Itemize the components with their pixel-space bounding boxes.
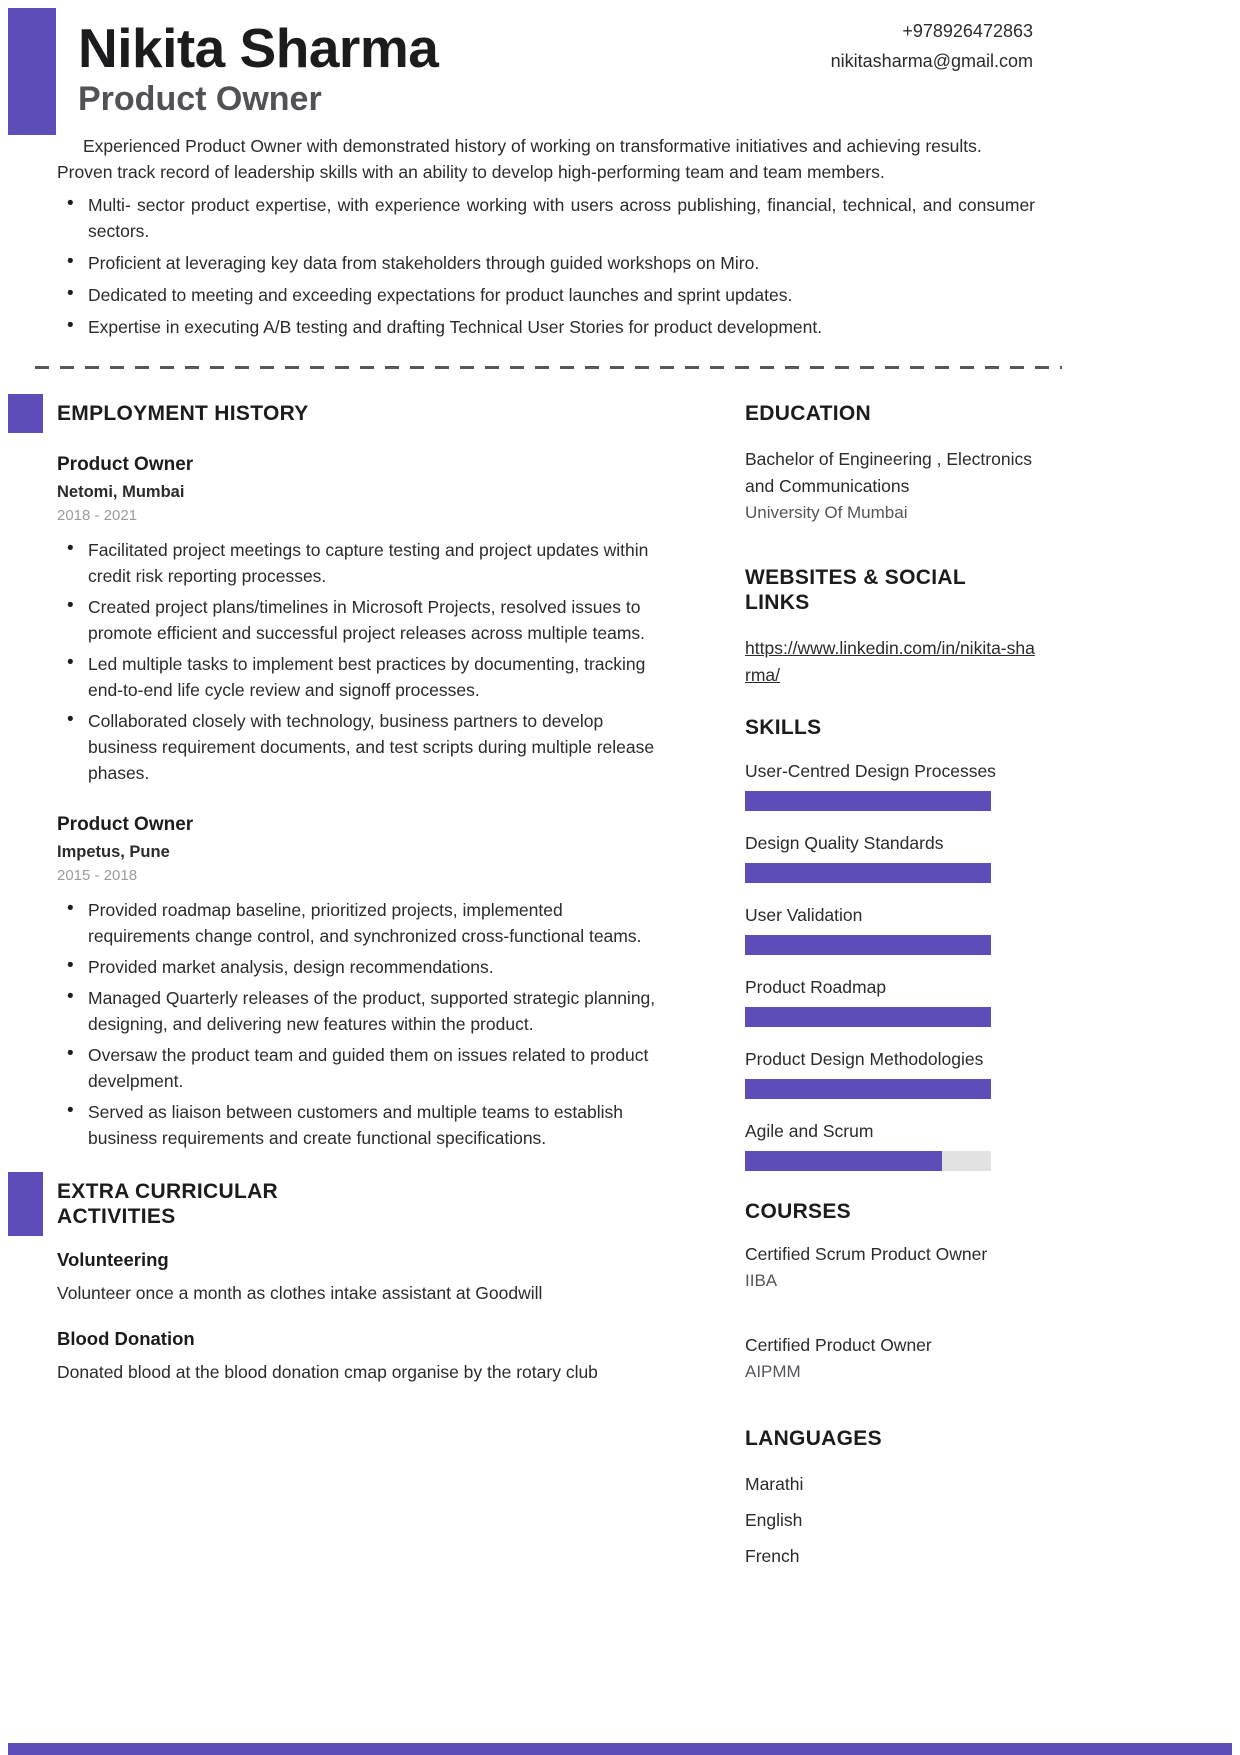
- bullet-item: • Dedicated to meeting and exceeding expectations for product launches and sprint updates.: [57, 282, 1035, 308]
- activity-title: Blood Donation: [57, 1328, 195, 1350]
- skill-bar: [745, 1079, 991, 1099]
- candidate-name: Nikita Sharma: [78, 17, 439, 79]
- skill-bar-fill: [745, 1007, 991, 1027]
- left-column: [57, 401, 657, 1603]
- bullet-item: • Proficient at leveraging key data from stakeholders through guided workshops on Miro.: [57, 250, 1035, 276]
- skill-bar-fill: [745, 863, 991, 883]
- employment-heading: [57, 401, 657, 426]
- skill-bar: [745, 791, 991, 811]
- section-skills: [745, 715, 1035, 1170]
- job-entry: [57, 814, 657, 1151]
- job-title: Product Owner: [57, 813, 194, 835]
- skill-name: User Validation: [745, 904, 863, 925]
- job-bullet-list: [57, 537, 657, 786]
- bullet-item: • Managed Quarterly releases of the product, supported strategic planning, designing, and delivering new features within the product.: [57, 985, 657, 1037]
- content-area: [57, 133, 1035, 1603]
- skill-name: Design Quality Standards: [745, 832, 944, 853]
- linkedin-link[interactable]: https://www.linkedin.com/in/nikita-sharma/: [745, 638, 1035, 686]
- phone-number: +978926472863: [902, 21, 1033, 41]
- course-entry: [745, 1335, 1035, 1382]
- skill-bar-fill: [745, 1151, 942, 1171]
- skill-item: [745, 977, 1035, 1027]
- skill-bar-fill: [745, 1079, 991, 1099]
- skill-item: [745, 1049, 1035, 1099]
- skill-name: Product Design Methodologies: [745, 1048, 984, 1069]
- skill-item: [745, 833, 1035, 883]
- email-address: nikitasharma@gmail.com: [830, 51, 1033, 71]
- skill-name: Agile and Scrum: [745, 1120, 874, 1141]
- bullet-item: • Provided market analysis, design recommendations.: [57, 954, 657, 980]
- activity-entry: [57, 1249, 657, 1306]
- summary-section: [57, 133, 1035, 340]
- activity-entry: [57, 1328, 657, 1385]
- right-column: [745, 401, 1035, 1603]
- extra-heading-label: EXTRA CURRICULAR ACTIVITIES: [57, 1179, 279, 1229]
- skill-bar: [745, 935, 991, 955]
- language-item: Marathi: [745, 1473, 804, 1494]
- skill-name: User-Centred Design Processes: [745, 760, 996, 781]
- activity-title: Volunteering: [57, 1249, 169, 1271]
- section-websites-social-links: [745, 565, 1035, 689]
- bullet-item: • Provided roadmap baseline, prioritized projects, implemented requirements change control, and synchronized cross-functional teams.: [57, 897, 657, 949]
- section-extra-curricular: [57, 1179, 657, 1385]
- degree: Bachelor of Engineering , Electronics and Communications: [745, 448, 1032, 496]
- links-heading-label: WEBSITES & SOCIAL LINKS: [745, 565, 966, 615]
- job-company: Impetus, Pune: [57, 842, 170, 861]
- job-dates: 2015 - 2018: [57, 866, 138, 884]
- section-languages: [745, 1426, 1035, 1569]
- bullet-item: • Led multiple tasks to implement best practices by documenting, tracking end-to-end life cycle review and signoff processes.: [57, 651, 657, 703]
- bullet-item: • Collaborated closely with technology, business partners to develop business requirement documents, and test scripts during multiple release phases.: [57, 708, 657, 786]
- course-org: AIPMM: [745, 1361, 801, 1381]
- links-heading: [745, 565, 1035, 615]
- activity-text: Donated blood at the blood donation cmap organise by the rotary club: [57, 1362, 598, 1383]
- bullet-item: • Expertise in executing A/B testing and drafting Technical User Stories for product development.: [57, 314, 1035, 340]
- section-marker: [8, 1172, 43, 1236]
- skill-bar-fill: [745, 935, 991, 955]
- course-title: Certified Product Owner: [745, 1334, 932, 1355]
- skill-item: [745, 761, 1035, 811]
- summary-bullet-list: [57, 192, 1035, 340]
- header: [0, 0, 1240, 119]
- skill-bar: [745, 1007, 991, 1027]
- languages-heading-label: LANGUAGES: [745, 1426, 882, 1450]
- bullet-item: • Facilitated project meetings to capture testing and project updates within credit risk reporting processes.: [57, 537, 657, 589]
- job-entry: [57, 454, 657, 786]
- bullet-item: • Created project plans/timelines in Microsoft Projects, resolved issues to promote efficient and successful project releases across multiple teams.: [57, 594, 657, 646]
- skill-bar-fill: [745, 791, 991, 811]
- bullet-item: • Served as liaison between customers and multiple teams to establish business requirements and create functional specifications.: [57, 1099, 657, 1151]
- job-company: Netomi, Mumbai: [57, 482, 185, 501]
- section-courses: [745, 1199, 1035, 1382]
- section-education: [745, 401, 1035, 523]
- summary-intro: Experienced Product Owner with demonstrated history of working on transformative initiatives and achieving results. Proven track record of leadership skills with an ability to develop high-performing team and team members.: [57, 135, 982, 182]
- course-org: IIBA: [745, 1270, 778, 1290]
- skill-item: [745, 905, 1035, 955]
- contact-info: [831, 16, 1033, 76]
- employment-heading-label: EMPLOYMENT HISTORY: [57, 401, 309, 425]
- course-title: Certified Scrum Product Owner: [745, 1243, 988, 1264]
- section-employment-history: [57, 401, 657, 1151]
- activity-text: Volunteer once a month as clothes intake assistant at Goodwill: [57, 1283, 543, 1304]
- skill-name: Product Roadmap: [745, 976, 887, 997]
- section-marker: [8, 394, 43, 433]
- dashed-divider: [35, 366, 1062, 369]
- job-title: Product Owner: [57, 453, 194, 475]
- education-heading: [745, 401, 1035, 426]
- education-heading-label: EDUCATION: [745, 401, 871, 425]
- skill-item: [745, 1121, 1035, 1171]
- school: University Of Mumbai: [745, 502, 908, 522]
- skills-heading: [745, 715, 1035, 740]
- course-entry: [745, 1244, 1035, 1291]
- bullet-item: • Multi- sector product expertise, with experience working with users across publishing, financial, technical, and consumer sectors.: [57, 192, 1035, 244]
- skills-heading-label: SKILLS: [745, 716, 822, 740]
- bullet-item: • Oversaw the product team and guided them on issues related to product develpment.: [57, 1042, 657, 1094]
- extra-heading: [57, 1179, 327, 1229]
- footer-accent-bar: [8, 1743, 1232, 1755]
- courses-heading-label: COURSES: [745, 1199, 851, 1223]
- job-dates: 2018 - 2021: [57, 506, 138, 524]
- job-bullet-list: [57, 897, 657, 1151]
- skill-bar: [745, 863, 991, 883]
- two-column-layout: [57, 401, 1035, 1603]
- skill-bar: [745, 1151, 991, 1171]
- language-item: French: [745, 1545, 800, 1566]
- courses-heading: [745, 1199, 1035, 1224]
- language-item: English: [745, 1509, 803, 1530]
- candidate-job-title: Product Owner: [78, 79, 322, 118]
- languages-heading: [745, 1426, 1035, 1451]
